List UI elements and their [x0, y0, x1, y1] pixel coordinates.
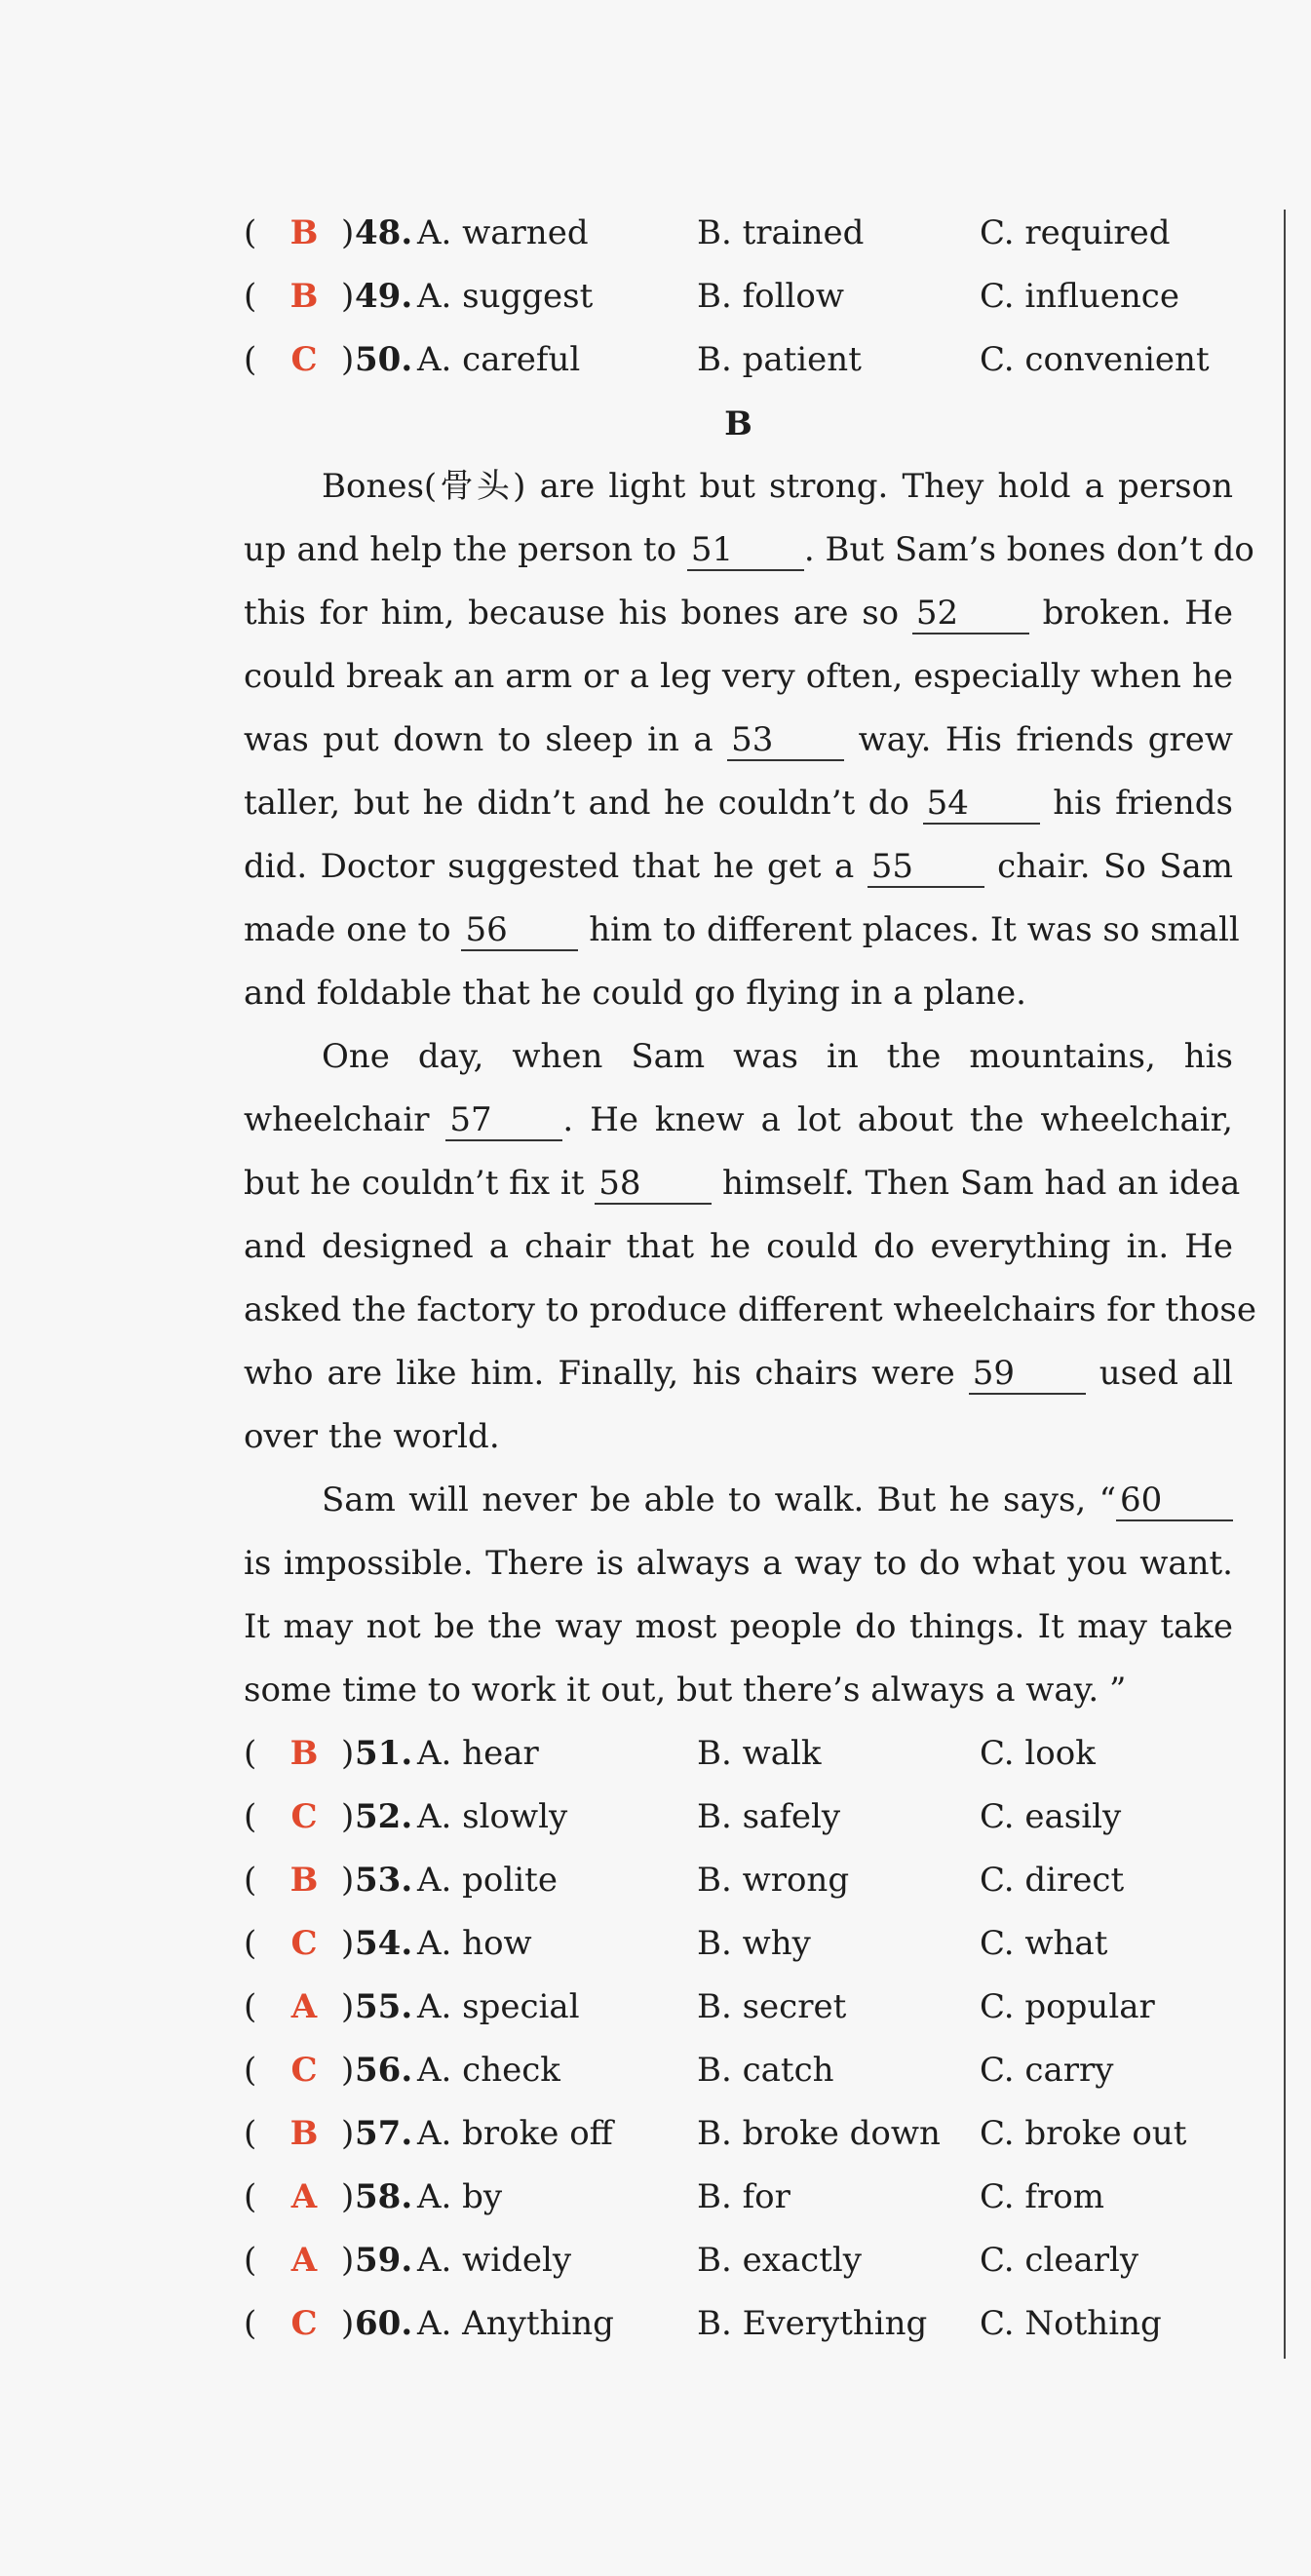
option-c: C. influence [980, 277, 1179, 316]
blank-51: 51 [687, 530, 804, 571]
option-c: C. popular [980, 1987, 1155, 2026]
option-b: B. walk [697, 1734, 822, 1773]
passage-line: this for him, because his bones are so 52 broken. He [244, 594, 1233, 633]
option-c: C. from [980, 2177, 1104, 2216]
option-b: B. broke down [697, 2114, 941, 2153]
close-paren: ) [341, 2051, 355, 2090]
question-row [244, 1982, 1277, 2031]
close-paren: ) [341, 1924, 355, 1963]
option-a: A. how [417, 1924, 532, 1963]
question-row [244, 1792, 1277, 1841]
option-b: B. catch [697, 2051, 834, 2090]
close-paren: ) [341, 277, 355, 316]
question-row [244, 2299, 1277, 2348]
close-paren: ) [341, 1861, 355, 1900]
option-a: A. hear [417, 1734, 539, 1773]
option-b: B. why [697, 1924, 811, 1963]
passage-line: It may not be the way most people do things. It may take [244, 1607, 1233, 1646]
passage-line: is impossible. There is always a way to do what you want. [244, 1544, 1233, 1583]
passage-line: up and help the person to 51 . But Sam’s bones don’t do [244, 530, 1254, 569]
question-row [244, 209, 1277, 257]
open-paren: ( [244, 2177, 257, 2216]
blank-52: 52 [912, 594, 1029, 634]
question-row [244, 2236, 1277, 2285]
close-paren: ) [341, 1987, 355, 2026]
passage-line: taller, but he didn’t and he couldn’t do 54 his friends [244, 784, 1234, 823]
question-row [244, 2172, 1277, 2221]
blank-55: 55 [868, 847, 984, 888]
option-a: A. polite [417, 1861, 558, 1900]
question-number: 53. [355, 1861, 413, 1900]
blank-53: 53 [727, 720, 844, 761]
open-paren: ( [244, 2051, 257, 2090]
passage-line: One day, when Sam was in the mountains, his [322, 1037, 1233, 1076]
blank-54: 54 [923, 784, 1040, 825]
passage-line: and designed a chair that he could do everything in. He [244, 1227, 1233, 1266]
answer-letter: B [289, 277, 319, 316]
open-paren: ( [244, 1797, 257, 1836]
passage-line: did. Doctor suggested that he get a 55 chair. So Sam [244, 847, 1233, 886]
option-a: A. broke off [417, 2114, 613, 2153]
option-b: B. Everything [697, 2304, 928, 2343]
question-number: 57. [355, 2114, 413, 2153]
close-paren: ) [341, 1734, 355, 1773]
option-b: B. patient [697, 340, 862, 379]
option-c: C. convenient [980, 340, 1210, 379]
passage-line: who are like him. Finally, his chairs were 59 used all [244, 1354, 1233, 1393]
open-paren: ( [244, 2114, 257, 2153]
blank-58: 58 [595, 1164, 712, 1205]
option-b: B. wrong [697, 1861, 850, 1900]
answer-letter: B [289, 2114, 319, 2153]
answer-letter: A [290, 1987, 318, 2026]
question-number: 51. [355, 1734, 413, 1773]
answer-letter: C [290, 2051, 318, 2090]
passage-line: over the world. [244, 1417, 500, 1456]
question-row [244, 2109, 1277, 2158]
blank-56: 56 [461, 910, 578, 951]
passage-line: Bones(骨头) are light but strong. They hold a person [322, 467, 1233, 506]
passage-line: could break an arm or a leg very often, especially when he [244, 657, 1233, 696]
option-b: B. exactly [697, 2241, 862, 2280]
passage-line: was put down to sleep in a 53 way. His friends grew [244, 720, 1234, 759]
close-paren: ) [341, 2177, 355, 2216]
option-c: C. look [980, 1734, 1096, 1773]
option-b: B. follow [697, 277, 844, 316]
question-row [244, 1856, 1277, 1904]
passage-line: wheelchair 57 . He knew a lot about the wheelchair, [244, 1100, 1233, 1139]
answer-letter: C [290, 1797, 318, 1836]
blank-59: 59 [969, 1354, 1086, 1395]
option-b: B. for [697, 2177, 790, 2216]
option-b: B. safely [697, 1797, 841, 1836]
answer-letter: C [290, 1924, 318, 1963]
option-c: C. carry [980, 2051, 1114, 2090]
open-paren: ( [244, 340, 257, 379]
answer-letter: B [289, 1734, 319, 1773]
question-row [244, 1919, 1277, 1968]
open-paren: ( [244, 277, 257, 316]
question-number: 49. [355, 277, 413, 316]
option-a: A. check [417, 2051, 560, 2090]
option-a: A. special [417, 1987, 580, 2026]
passage-line: asked the factory to produce different wheelchairs for those [244, 1290, 1256, 1329]
option-a: A. warned [417, 213, 589, 252]
passage-line: Sam will never be able to walk. But he says, “ 60 [322, 1476, 1233, 1524]
option-c: C. Nothing [980, 2304, 1162, 2343]
close-paren: ) [341, 2114, 355, 2153]
open-paren: ( [244, 1734, 257, 1773]
option-c: C. easily [980, 1797, 1122, 1836]
close-paren: ) [341, 2304, 355, 2343]
blank-60: 60 [1116, 1480, 1233, 1521]
answer-letter: C [290, 2304, 318, 2343]
blank-57: 57 [445, 1100, 562, 1141]
option-c: C. clearly [980, 2241, 1139, 2280]
section-title: B [724, 404, 752, 443]
option-c: C. required [980, 213, 1171, 252]
answer-letter: A [290, 2241, 318, 2280]
option-a: A. by [417, 2177, 503, 2216]
answer-letter: A [290, 2177, 318, 2216]
option-b: B. secret [697, 1987, 847, 2026]
open-paren: ( [244, 213, 257, 252]
option-c: C. direct [980, 1861, 1125, 1900]
answer-letter: B [289, 213, 319, 252]
close-paren: ) [341, 213, 355, 252]
question-row [244, 2046, 1277, 2095]
question-number: 52. [355, 1797, 413, 1836]
question-number: 54. [355, 1924, 413, 1963]
option-a: A. widely [417, 2241, 572, 2280]
option-a: A. slowly [417, 1797, 568, 1836]
answer-letter: B [289, 1861, 319, 1900]
passage-line: some time to work it out, but there’s always a way. ” [244, 1671, 1127, 1710]
option-b: B. trained [697, 213, 865, 252]
question-number: 55. [355, 1987, 413, 2026]
close-paren: ) [341, 1797, 355, 1836]
open-paren: ( [244, 2241, 257, 2280]
question-number: 58. [355, 2177, 413, 2216]
option-c: C. what [980, 1924, 1108, 1963]
question-number: 48. [355, 213, 413, 252]
open-paren: ( [244, 1861, 257, 1900]
question-number: 60. [355, 2304, 413, 2343]
passage-line: but he couldn’t fix it 58 himself. Then Sam had an idea [244, 1164, 1241, 1203]
answer-letter: C [290, 340, 318, 379]
question-row [244, 272, 1277, 321]
page-edge-rule [1284, 210, 1286, 2359]
option-c: C. broke out [980, 2114, 1187, 2153]
question-row [244, 1729, 1277, 1778]
open-paren: ( [244, 1987, 257, 2026]
question-number: 59. [355, 2241, 413, 2280]
open-paren: ( [244, 2304, 257, 2343]
question-number: 50. [355, 340, 413, 379]
close-paren: ) [341, 2241, 355, 2280]
option-a: A. suggest [417, 277, 594, 316]
passage-line: and foldable that he could go flying in a plane. [244, 974, 1026, 1013]
question-row [244, 335, 1277, 384]
question-number: 56. [355, 2051, 413, 2090]
passage-line: made one to 56 him to different places. It was so small [244, 910, 1240, 949]
open-paren: ( [244, 1924, 257, 1963]
close-paren: ) [341, 340, 355, 379]
option-a: A. Anything [417, 2304, 614, 2343]
option-a: A. careful [417, 340, 581, 379]
